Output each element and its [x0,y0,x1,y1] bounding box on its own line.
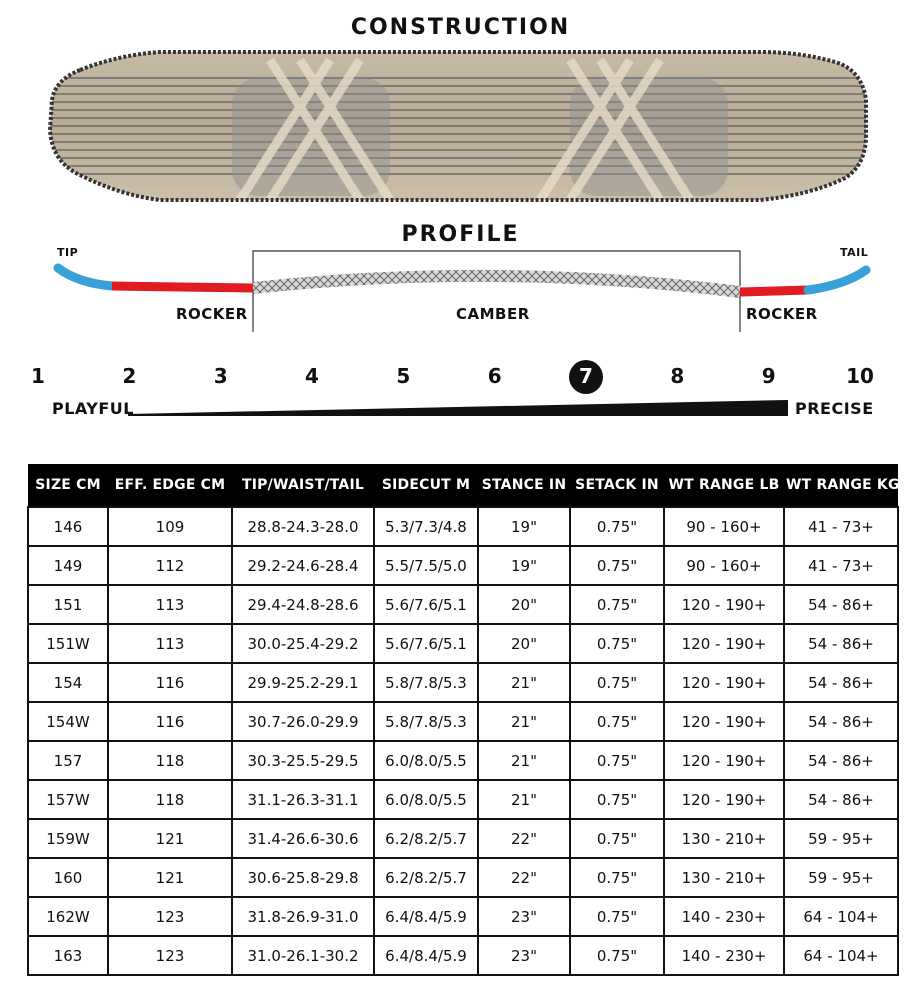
table-cell: 90 - 160+ [664,546,784,585]
table-cell: 0.75" [570,858,664,897]
table-row [28,624,898,663]
table-cell: 21" [478,780,570,819]
table-cell: 22" [478,819,570,858]
table-row [28,858,898,897]
table-cell: 5.5/7.5/5.0 [374,546,478,585]
table-cell: 116 [108,702,232,741]
table-cell: 30.0-25.4-29.2 [232,624,374,663]
table-cell: 59 - 95+ [784,819,898,858]
table-cell: 90 - 160+ [664,507,784,546]
rating-number-7: 7 [579,364,593,388]
table-cell: 5.6/7.6/5.1 [374,624,478,663]
table-cell: 31.0-26.1-30.2 [232,936,374,975]
table-cell: 31.4-26.6-30.6 [232,819,374,858]
rocker-left-label: ROCKER [176,305,248,323]
table-cell: 120 - 190+ [664,663,784,702]
table-cell: 23" [478,936,570,975]
profile-title: PROFILE [401,222,520,247]
playful-label: PLAYFUL [52,399,134,418]
table-cell: 6.2/8.2/5.7 [374,819,478,858]
rating-number-5: 5 [396,364,411,388]
table-cell: 116 [108,663,232,702]
table-cell: 54 - 86+ [784,702,898,741]
column-header: SIZE CM [28,464,108,507]
table-body [28,507,898,975]
rating-number-1: 1 [31,364,45,388]
table-cell: 19" [478,507,570,546]
table-cell: 6.4/8.4/5.9 [374,936,478,975]
construction-title: CONSTRUCTION [350,15,571,40]
column-header: EFF. EDGE CM [108,464,232,507]
table-cell: 0.75" [570,585,664,624]
table-cell: 162W [28,897,108,936]
table-cell: 30.3-25.5-29.5 [232,741,374,780]
precise-label: PRECISE [795,399,874,418]
table-cell: 5.8/7.8/5.3 [374,702,478,741]
table-row [28,585,898,624]
table-cell: 21" [478,663,570,702]
rating-number-8: 8 [670,364,685,388]
table-header-row [28,464,898,507]
table-cell: 0.75" [570,819,664,858]
rating-number-2: 2 [122,364,137,388]
table-cell: 31.1-26.3-31.1 [232,780,374,819]
table-cell: 159W [28,819,108,858]
table-cell: 154 [28,663,108,702]
table-row [28,546,898,585]
table-cell: 113 [108,624,232,663]
table-row [28,507,898,546]
table-cell: 121 [108,858,232,897]
table-cell: 0.75" [570,663,664,702]
table-cell: 6.0/8.0/5.5 [374,741,478,780]
table-cell: 151W [28,624,108,663]
table-cell: 151 [28,585,108,624]
table-cell: 54 - 86+ [784,663,898,702]
table-cell: 20" [478,585,570,624]
table-cell: 123 [108,897,232,936]
table-cell: 29.9-25.2-29.1 [232,663,374,702]
table-cell: 160 [28,858,108,897]
table-cell: 54 - 86+ [784,624,898,663]
table-cell: 0.75" [570,546,664,585]
table-row [28,897,898,936]
table-cell: 0.75" [570,741,664,780]
table-cell: 29.2-24.6-28.4 [232,546,374,585]
table-cell: 31.8-26.9-31.0 [232,897,374,936]
table-cell: 120 - 190+ [664,624,784,663]
rating-number-3: 3 [213,364,228,388]
table-cell: 120 - 190+ [664,780,784,819]
table-cell: 157 [28,741,108,780]
table-cell: 112 [108,546,232,585]
table-cell: 163 [28,936,108,975]
table-cell: 6.4/8.4/5.9 [374,897,478,936]
rating-number-10: 10 [846,364,874,388]
table-cell: 21" [478,741,570,780]
table-cell: 109 [108,507,232,546]
table-cell: 41 - 73+ [784,507,898,546]
table-cell: 120 - 190+ [664,702,784,741]
table-cell: 23" [478,897,570,936]
table-cell: 120 - 190+ [664,585,784,624]
table-cell: 130 - 210+ [664,819,784,858]
column-header: SETACK IN [570,464,664,507]
rating-number-9: 9 [761,364,776,388]
table-cell: 0.75" [570,507,664,546]
table-cell: 54 - 86+ [784,780,898,819]
tail-label: TAIL [840,246,869,259]
table-cell: 0.75" [570,702,664,741]
rocker-right-label: ROCKER [746,305,818,323]
table-cell: 130 - 210+ [664,858,784,897]
table-cell: 21" [478,702,570,741]
table-cell: 29.4-24.8-28.6 [232,585,374,624]
table-cell: 154W [28,702,108,741]
table-cell: 118 [108,780,232,819]
column-header: SIDECUT M [374,464,478,507]
table-cell: 140 - 230+ [664,936,784,975]
table-row [28,702,898,741]
table-cell: 121 [108,819,232,858]
table-cell: 6.2/8.2/5.7 [374,858,478,897]
rating-number-6: 6 [487,364,502,388]
table-cell: 54 - 86+ [784,585,898,624]
tip-label: TIP [57,246,79,259]
table-cell: 64 - 104+ [784,936,898,975]
table-cell: 30.6-25.8-29.8 [232,858,374,897]
table-cell: 28.8-24.3-28.0 [232,507,374,546]
table-cell: 64 - 104+ [784,897,898,936]
table-row [28,741,898,780]
table-cell: 19" [478,546,570,585]
table-cell: 118 [108,741,232,780]
table-cell: 5.8/7.8/5.3 [374,663,478,702]
table-cell: 59 - 95+ [784,858,898,897]
table-cell: 140 - 230+ [664,897,784,936]
table-cell: 30.7-26.0-29.9 [232,702,374,741]
column-header: WT RANGE KG [784,464,898,507]
column-header: WT RANGE LB [664,464,784,507]
table-cell: 5.3/7.3/4.8 [374,507,478,546]
table-cell: 123 [108,936,232,975]
table-cell: 22" [478,858,570,897]
table-row [28,663,898,702]
table-cell: 5.6/7.6/5.1 [374,585,478,624]
table-cell: 0.75" [570,936,664,975]
table-cell: 0.75" [570,624,664,663]
table-cell: 120 - 190+ [664,741,784,780]
table-cell: 113 [108,585,232,624]
table-cell: 0.75" [570,780,664,819]
table-row [28,936,898,975]
rating-number-4: 4 [305,364,319,388]
table-cell: 157W [28,780,108,819]
table-cell: 54 - 86+ [784,741,898,780]
table-cell: 0.75" [570,897,664,936]
table-cell: 6.0/8.0/5.5 [374,780,478,819]
camber-label: CAMBER [456,305,530,323]
column-header: TIP/WAIST/TAIL [232,464,374,507]
table-row [28,780,898,819]
table-cell: 20" [478,624,570,663]
table-cell: 149 [28,546,108,585]
table-cell: 41 - 73+ [784,546,898,585]
column-header: STANCE IN [478,464,570,507]
table-cell: 146 [28,507,108,546]
size-chart-table [27,464,899,976]
table-row [28,819,898,858]
